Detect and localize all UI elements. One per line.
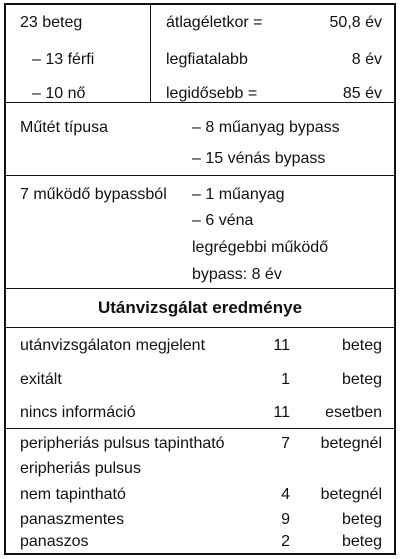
max-age-label: legidősebb = [166, 85, 258, 102]
patient-female: – 10 nő [32, 85, 86, 102]
divider [6, 288, 394, 289]
working-oldest-value: bypass: 8 év [192, 266, 282, 283]
divider [6, 428, 394, 429]
pulse-palpable-unit: betegnél [320, 435, 382, 452]
divider [6, 327, 394, 328]
patient-total: 23 beteg [20, 14, 83, 31]
complaint-free-value: 9 [281, 511, 290, 528]
avg-age-label: átlagéletkor = [166, 14, 263, 31]
results-table [4, 3, 396, 555]
column-divider [150, 5, 151, 102]
pulse-nonpalpable-label-a: eripheriás pulsus [20, 460, 141, 477]
surgery-label: Műtét típusa [20, 119, 109, 136]
followup-row-label: exitált [20, 371, 62, 388]
followup-row-value: 11 [273, 337, 290, 354]
surgery-plastic: – 8 műanyag bypass [192, 119, 340, 136]
followup-row-label: utánvizsgálaton megjelent [20, 337, 206, 354]
max-age-value: 85 év [342, 85, 382, 102]
working-vein: – 6 véna [192, 212, 254, 229]
divider [6, 175, 394, 176]
followup-row-unit: beteg [341, 371, 382, 388]
pulse-nonpalpable-unit: betegnél [320, 486, 382, 503]
complaint-free-label: panaszmentes [20, 511, 125, 528]
patient-male: – 13 férfi [32, 51, 95, 68]
complaint-value: 2 [281, 533, 290, 550]
pulse-palpable-label: peripheriás pulsus tapintható [20, 435, 225, 452]
working-plastic: – 1 műanyag [192, 186, 285, 203]
followup-row-value: 11 [273, 404, 290, 421]
followup-title: Utánvizsgálat eredménye [97, 298, 303, 317]
pulse-palpable-value: 7 [281, 435, 290, 452]
followup-row-unit: esetben [325, 404, 382, 421]
pulse-nonpalpable-label-b: nem tapintható [20, 486, 126, 503]
working-oldest-label: legrégebbi működő [192, 239, 329, 256]
min-age-value: 8 év [351, 51, 382, 68]
complaint-label: panaszos [20, 533, 89, 550]
followup-row-label: nincs információ [20, 404, 136, 421]
pulse-nonpalpable-value: 4 [281, 486, 290, 503]
divider [6, 102, 394, 103]
avg-age-value: 50,8 év [329, 14, 382, 31]
surgery-venous: – 15 vénás bypass [192, 150, 326, 167]
min-age-label: legfiatalabb [166, 51, 248, 68]
complaint-unit: beteg [341, 533, 382, 550]
followup-row-value: 1 [281, 371, 290, 388]
followup-row-unit: beteg [341, 337, 382, 354]
complaint-free-unit: beteg [341, 511, 382, 528]
working-label: 7 működő bypassból [20, 186, 167, 203]
